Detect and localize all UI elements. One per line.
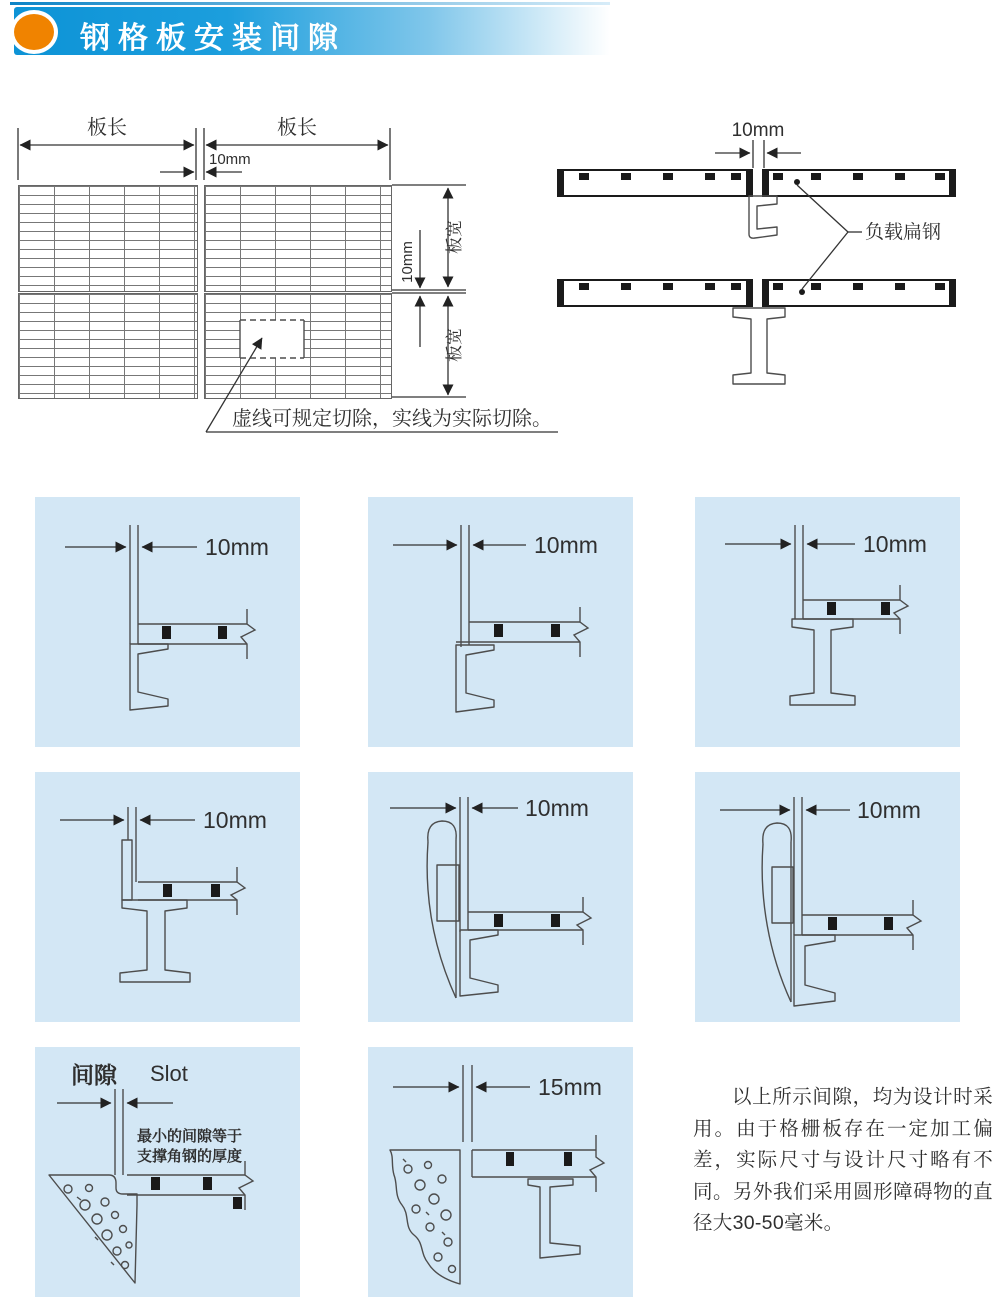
footer-paragraph: 以上所示间隙，均为设计时采用。由于格栅板存在一定加工偏差，实际尺寸与设计尺寸略有不同。另外我们采用圆形障碍物的直径大30-50毫米。 <box>693 1086 993 1234</box>
slot-gap-label: 间隙 <box>71 1062 117 1088</box>
slot-label: Slot <box>150 1061 188 1086</box>
pipe-post <box>427 821 456 998</box>
slot-note-line2: 支撑角钢的厚度 <box>137 1148 243 1165</box>
load-flat-bar-callout <box>797 185 941 289</box>
board-length-label-left: 板长 <box>87 117 127 139</box>
dimension-label: 10mm <box>205 534 269 560</box>
load-flat-bar-label: 负载扁钢 <box>865 222 942 243</box>
plan-annotations <box>10 112 580 447</box>
board-length-dimension <box>18 116 390 180</box>
detail-drawing-4 <box>35 772 300 1022</box>
header-top-rule <box>10 2 610 5</box>
clamp-plate <box>772 867 793 923</box>
detail-panel-concrete-15mm <box>368 1047 633 1297</box>
section-gap-dimension <box>715 120 801 168</box>
dimension <box>60 807 267 833</box>
detail-panel-concrete-slot <box>35 1047 300 1297</box>
detail-panel-angle-seat <box>35 497 300 747</box>
ibeam-support <box>120 900 190 982</box>
section-gap-label: 10mm <box>731 120 785 141</box>
grating <box>802 900 921 950</box>
dimension <box>393 532 598 558</box>
detail-drawing-1 <box>35 497 300 747</box>
page-title: 钢格板安装间隙 <box>80 22 346 55</box>
concrete-corbel <box>49 1175 137 1283</box>
cutout-rectangle <box>240 320 304 358</box>
flat-bar <box>122 840 132 900</box>
concrete-wall <box>390 1150 460 1284</box>
dimension-label: 10mm <box>525 795 589 821</box>
c-channel-support <box>749 196 777 238</box>
dimension-label: 10mm <box>534 532 598 558</box>
slot-note-line1: 最小的间隙等于 <box>137 1128 243 1145</box>
detail-drawing-6 <box>695 772 960 1022</box>
grating <box>803 585 908 634</box>
section-diagram <box>545 112 990 412</box>
detail-panel-pipe-channel <box>368 772 633 1022</box>
channel-support <box>456 645 494 712</box>
dimension <box>725 531 927 557</box>
section-top-bars <box>558 170 955 196</box>
grating <box>472 1135 604 1192</box>
detail-drawing-2 <box>368 497 633 747</box>
panel-gap-dimension-top <box>160 151 251 172</box>
detail-panel-pipe-channel-2 <box>695 772 960 1022</box>
dimension <box>393 1074 602 1100</box>
channel-support <box>130 644 168 710</box>
pipe-post <box>762 823 791 1002</box>
board-width-dimension <box>392 185 466 397</box>
channel-support <box>460 930 498 996</box>
detail-drawing-8 <box>368 1047 633 1297</box>
board-length-label-right: 板长 <box>277 117 317 139</box>
detail-panel-channel-seat <box>368 497 633 747</box>
dimension-label: 15mm <box>538 1074 602 1100</box>
section-bottom-bars <box>558 280 955 306</box>
dimension-label: 10mm <box>203 807 267 833</box>
grating <box>127 1161 253 1210</box>
gap-label-side: 10mm <box>399 241 416 283</box>
detail-panel-ibeam-seat <box>695 497 960 747</box>
detail-panel-flatbar-ibeam <box>35 772 300 1022</box>
dimension-label: 10mm <box>857 797 921 823</box>
cutout-note-text: 虚线可规定切除，实线为实际切除。 <box>232 408 552 430</box>
channel-support <box>794 935 835 1006</box>
dimension-label: 10mm <box>863 531 927 557</box>
dimension <box>720 797 921 823</box>
grating <box>456 607 588 657</box>
ibeam-support <box>790 619 855 705</box>
board-width-label-top: 板宽 <box>445 220 464 254</box>
dimension <box>390 795 589 821</box>
dimension <box>65 534 269 560</box>
board-width-label-bottom: 板宽 <box>445 328 464 362</box>
header-accent-dot-icon <box>10 10 58 54</box>
detail-drawing-5 <box>368 772 633 1022</box>
detail-drawing-3 <box>695 497 960 747</box>
grating <box>468 897 591 945</box>
channel-support <box>528 1179 580 1258</box>
grating <box>138 867 245 915</box>
i-beam-support <box>733 308 785 384</box>
gap-label-top: 10mm <box>209 151 251 168</box>
detail-drawing-7 <box>35 1047 300 1297</box>
